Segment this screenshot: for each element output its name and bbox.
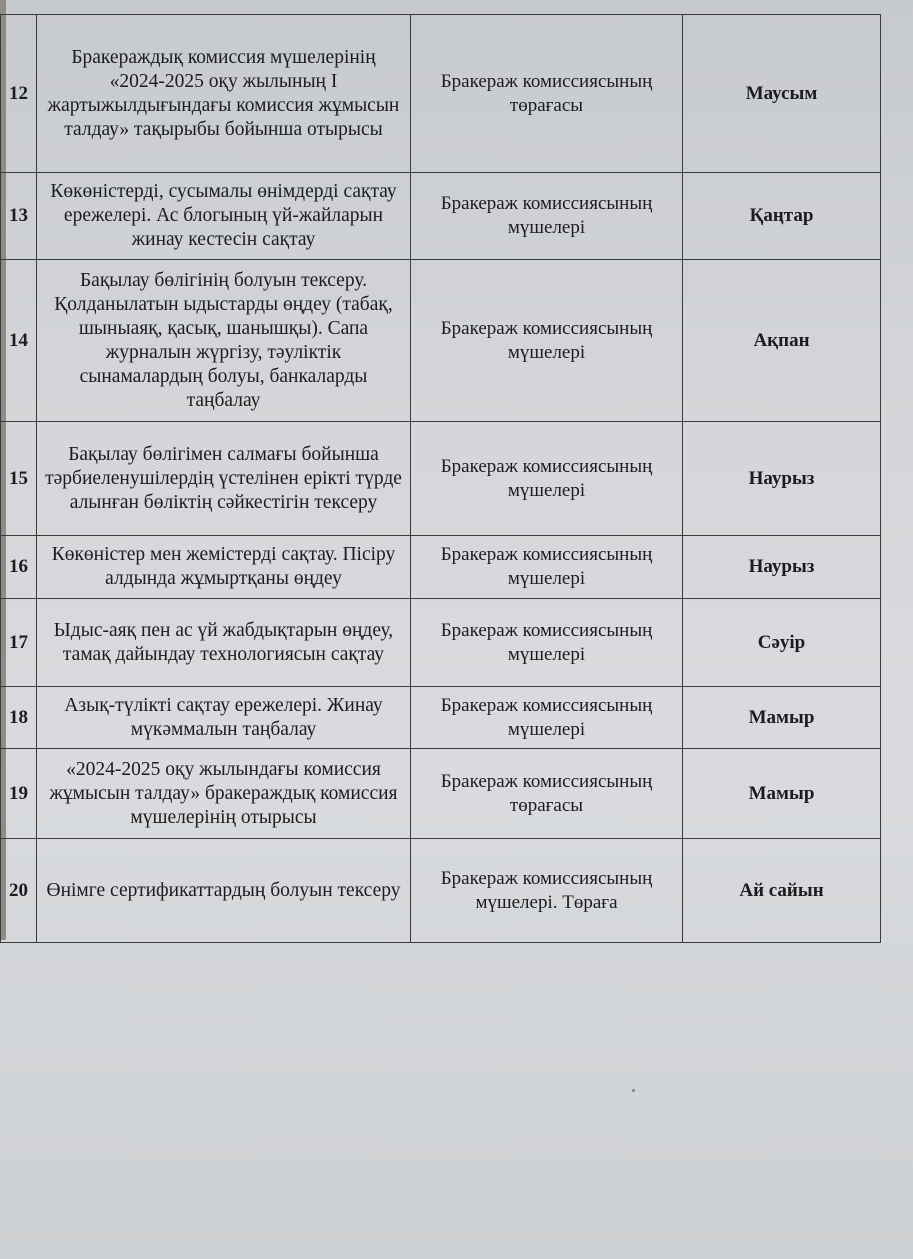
event-cell: Бақылау бөлігінің болуын тексеру. Қолданылатын ыдыстарды өңдеу (табақ, шыныаяқ, қасық, шанышқы). Сапа журналын жүргізу, тәуліктік сынамалардың болуы, банкаларды таңбалау	[37, 260, 411, 422]
responsible-cell: Бракераж комиссиясының мүшелері	[411, 536, 683, 599]
event-cell: «2024-2025 оқу жылындағы комиссия жұмысын талдау» бракераждық комиссия мүшелерінің отырысы	[37, 749, 411, 839]
responsible-cell: Бракераж комиссиясының мүшелері	[411, 687, 683, 749]
table-row	[1, 173, 881, 260]
term-cell: Наурыз	[683, 422, 881, 536]
responsible-cell: Бракераж комиссиясының мүшелері	[411, 422, 683, 536]
event-cell: Өнімге сертификаттардың болуын тексеру	[37, 839, 411, 943]
event-cell: Бракераждық комиссия мүшелерінің «2024-2025 оқу жылының I жартыжылдығындағы комиссия жұмысын талдау» тақырыбы бойынша отырысы	[37, 15, 411, 173]
term-cell: Ақпан	[683, 260, 881, 422]
row-number: 20	[1, 839, 37, 943]
responsible-cell: Бракераж комиссиясының мүшелері	[411, 260, 683, 422]
row-number: 13	[1, 173, 37, 260]
table-row	[1, 260, 881, 422]
responsible-cell: Бракераж комиссиясының төрағасы	[411, 749, 683, 839]
row-number: 12	[1, 15, 37, 173]
responsible-cell: Бракераж комиссиясының мүшелері. Төраға	[411, 839, 683, 943]
row-number: 14	[1, 260, 37, 422]
responsible-cell: Бракераж комиссиясының мүшелері	[411, 173, 683, 260]
row-number: 15	[1, 422, 37, 536]
table-row	[1, 599, 881, 687]
term-cell: Мамыр	[683, 749, 881, 839]
table-row	[1, 536, 881, 599]
table-row	[1, 839, 881, 943]
event-cell: Азық-түлікті сақтау ережелері. Жинау мүкәммалын таңбалау	[37, 687, 411, 749]
term-cell: Мамыр	[683, 687, 881, 749]
table-row	[1, 749, 881, 839]
term-cell: Наурыз	[683, 536, 881, 599]
paper-speck	[632, 1089, 635, 1092]
table-row	[1, 15, 881, 173]
responsible-cell: Бракераж комиссиясының мүшелері	[411, 599, 683, 687]
row-number: 16	[1, 536, 37, 599]
table-row	[1, 687, 881, 749]
term-cell: Сәуір	[683, 599, 881, 687]
row-number: 17	[1, 599, 37, 687]
table-row	[1, 422, 881, 536]
responsible-cell: Бракераж комиссиясының төрағасы	[411, 15, 683, 173]
event-cell: Көкөністерді, сусымалы өнімдерді сақтау ережелері. Ас блогының үй-жайларын жинау кестесін сақтау	[37, 173, 411, 260]
term-cell: Маусым	[683, 15, 881, 173]
term-cell: Қаңтар	[683, 173, 881, 260]
plan-table	[0, 14, 881, 943]
event-cell: Бақылау бөлігімен салмағы бойынша тәрбиеленушілердің үстелінен ерікті түрде алынған бөліктің сәйкестігін тексеру	[37, 422, 411, 536]
row-number: 19	[1, 749, 37, 839]
event-cell: Көкөністер мен жемістерді сақтау. Пісіру алдында жұмыртқаны өңдеу	[37, 536, 411, 599]
row-number: 18	[1, 687, 37, 749]
event-cell: Ыдыс-аяқ пен ас үй жабдықтарын өңдеу, тамақ дайындау технологиясын сақтау	[37, 599, 411, 687]
term-cell: Ай сайын	[683, 839, 881, 943]
